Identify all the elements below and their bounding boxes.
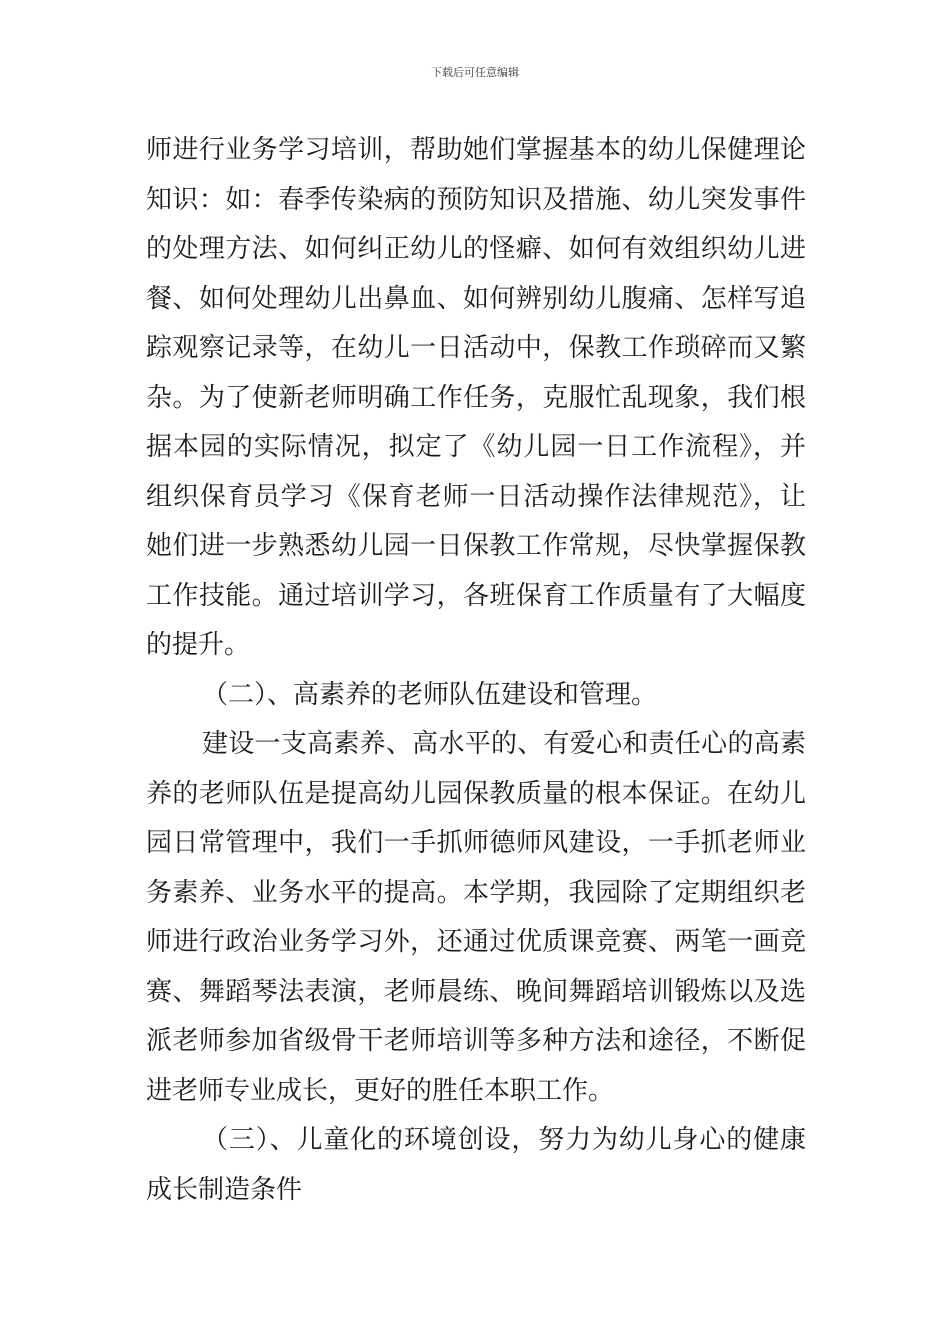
text-line: 派老师参加省级骨干老师培训等多种方法和途径，不断促 — [146, 1026, 806, 1056]
text-line: 她们进一步熟悉幼儿园一日保教工作常规，尽快掌握保教 — [146, 531, 806, 561]
text-line: 务素养、业务水平的提高。本学期，我园除了定期组织老 — [146, 877, 806, 908]
text-line: 师进行业务学习培训，帮助她们掌握基本的幼儿保健理论 — [146, 135, 806, 165]
text-line: 据本园的实际情况，拟定了《幼儿园一日工作流程》，并 — [146, 432, 806, 462]
text-line: 餐、如何处理幼儿出鼻血、如何辨别幼儿腹痛、怎样写追 — [146, 283, 806, 314]
text-line: 杂。为了使新老师明确工作任务，克服忙乱现象，我们根 — [146, 382, 806, 413]
section-heading-3-continued: 成长制造条件 — [146, 1174, 303, 1205]
document-body — [146, 126, 806, 1215]
text-line: 的提升。 — [146, 630, 251, 660]
text-line: 建设一支高素养、高水平的、有爱心和责任心的高素 — [202, 729, 806, 759]
text-line: 赛、舞蹈琴法表演，老师晨练、晚间舞蹈培训锻炼以及选 — [146, 976, 806, 1007]
section-heading-2: （二）、高素养的老师队伍建设和管理。 — [202, 679, 658, 710]
text-line: 工作技能。通过培训学习，各班保育工作质量有了大幅度 — [146, 580, 806, 611]
text-line: 的处理方法、如何纠正幼儿的怪癖、如何有效组织幼儿进 — [146, 234, 806, 264]
section-heading-3: （三）、儿童化的环境创设，努力为幼儿身心的健康 — [202, 1125, 806, 1155]
text-line: 师进行政治业务学习外，还通过优质课竞赛、两笔一画竞 — [146, 927, 806, 957]
text-line: 园日常管理中，我们一手抓师德师风建设，一手抓老师业 — [146, 828, 806, 858]
text-line: 养的老师队伍是提高幼儿园保教质量的根本保证。在幼儿 — [146, 778, 806, 809]
text-line: 进老师专业成长，更好的胜任本职工作。 — [146, 1075, 615, 1106]
text-line: 组织保育员学习《保育老师一日活动操作法律规范》，让 — [146, 481, 806, 512]
text-line: 知识：如：春季传染病的预防知识及措施、幼儿突发事件 — [146, 184, 806, 215]
page-header: 下载后可任意编辑 — [431, 66, 519, 79]
text-line: 踪观察记录等，在幼儿一日活动中，保教工作琐碎而又繁 — [146, 333, 806, 363]
